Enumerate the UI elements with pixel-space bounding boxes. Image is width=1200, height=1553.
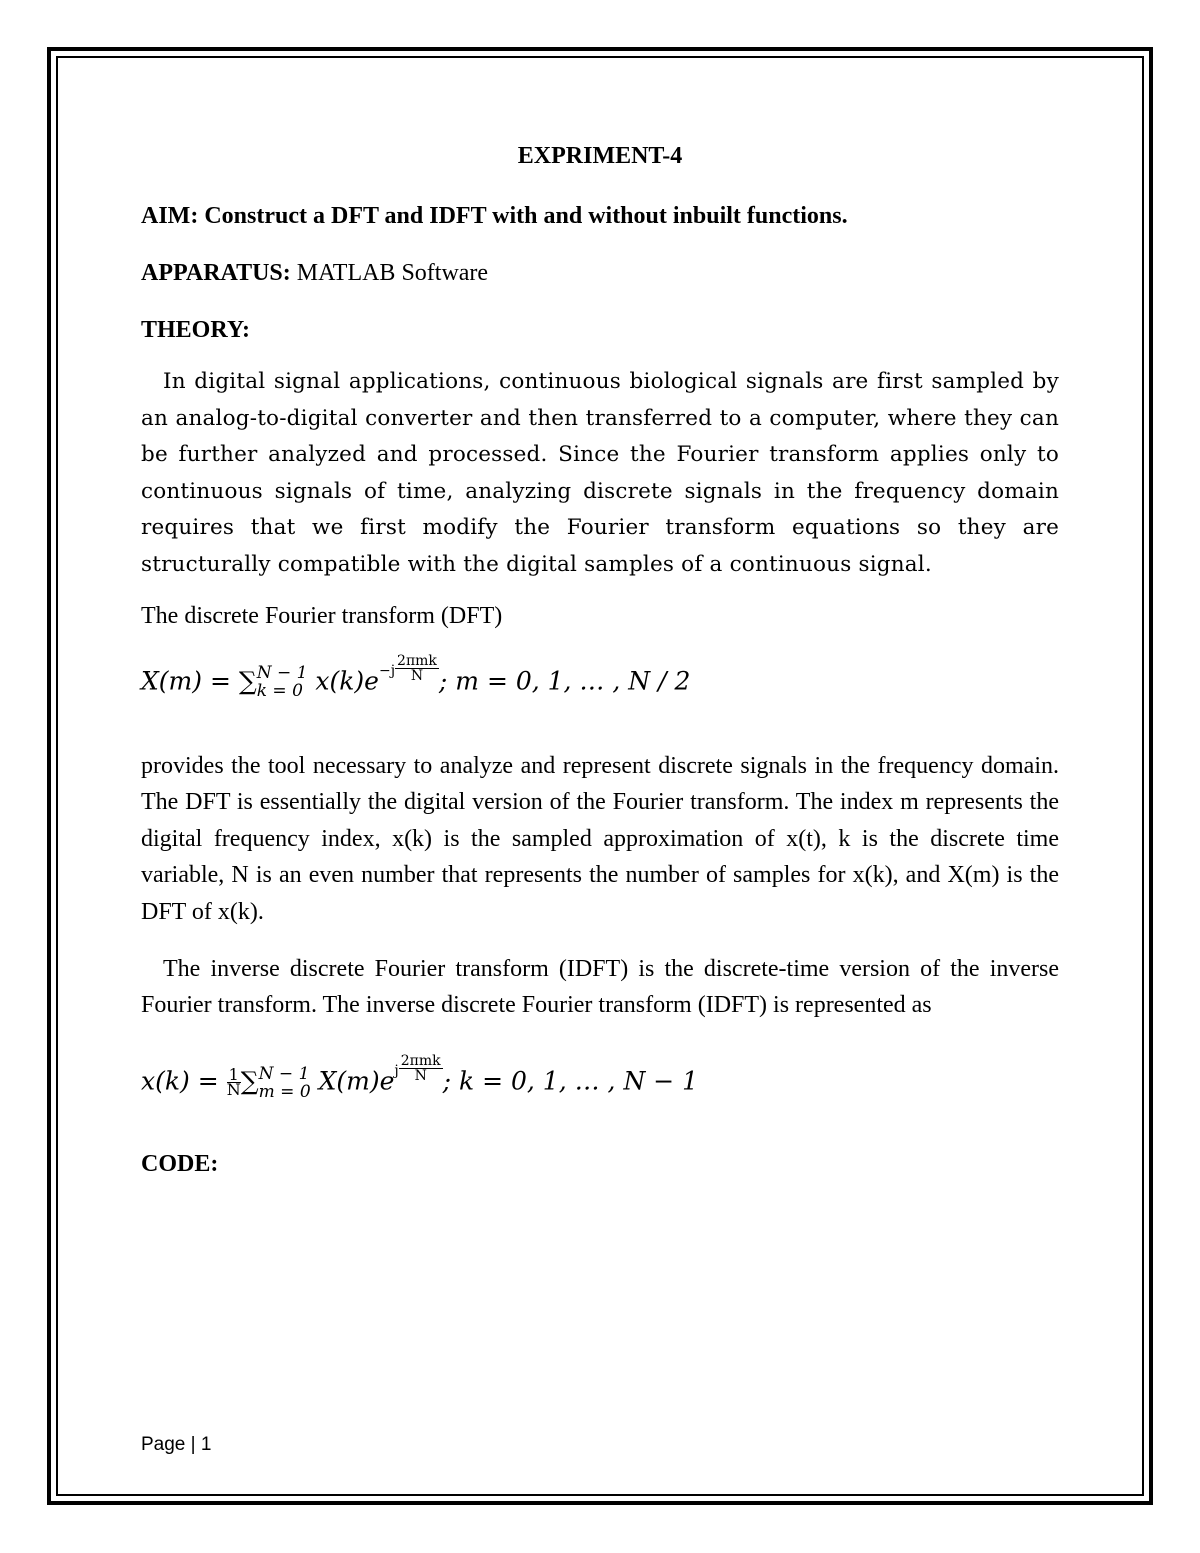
idft-lower-limit: m = 0 — [258, 1081, 311, 1102]
dft-rhs: ; m = 0, 1, … , N / 2 — [438, 665, 691, 695]
dft-lhs: X(m) = — [141, 665, 239, 695]
dft-equation — [141, 654, 1059, 714]
idft-equation — [141, 1054, 1059, 1114]
dft-exp-denominator: N — [410, 667, 424, 684]
dft-intro: The discrete Fourier transform (DFT) — [141, 602, 503, 629]
theory-paragraph: In digital signal applications, continuous biological signals are first sampled by an analog-to-digital converter and then transferred to a computer, where they can be further analyzed and processed. Since the Fourier transform applies only to continuous signals of time, analyzing discrete signals in the frequency domain requires that we first modify the Fourier transform equations so they are structurally compatible with the digital samples of a continuous signal. — [141, 369, 1059, 577]
idft-paragraph: The inverse discrete Fourier transform (IDFT) is the discrete-time version of the inverse Fourier transform. The inverse discrete Fourier transform (IDFT) is represented as — [141, 955, 1059, 1019]
dft-paragraph: provides the tool necessary to analyze and represent discrete signals in the frequency domain. The DFT is essentially the digital version of the Fourier transform. The index m represents the digital frequency index, x(k) is the sampled approximation of x(t), k is the discrete time variable, N is an even number that represents the number of samples for x(k), and X(m) is the DFT of x(k). — [141, 752, 1059, 925]
idft-term: X(m)e — [310, 1066, 395, 1096]
idft-exp-denominator: N — [414, 1067, 427, 1084]
idft-rhs: ; k = 0, 1, … , N − 1 — [442, 1066, 699, 1096]
apparatus-text: MATLAB Software — [290, 260, 489, 286]
idft-limits — [259, 1065, 311, 1101]
dft-exp-numerator: 2πmk — [397, 652, 437, 669]
idft-sum-symbol: ∑ — [240, 1066, 259, 1096]
page-footer: Page | 1 — [141, 1434, 212, 1455]
dft-lower-limit: k = 0 — [256, 681, 303, 702]
idft-lhs: x(k) = — [141, 1066, 227, 1096]
apparatus-label: APPARATUS: — [141, 260, 291, 286]
theory-heading: THEORY: — [141, 317, 250, 343]
dft-term: x(k)e — [307, 665, 379, 695]
dft-sum-symbol: ∑ — [238, 665, 257, 695]
aim-line — [141, 200, 1059, 232]
experiment-title: EXPRIMENT-4 — [517, 143, 683, 169]
dft-upper-limit: N − 1 — [256, 663, 308, 684]
code-heading: CODE: — [141, 1150, 219, 1177]
dft-exp-fraction — [395, 654, 439, 683]
idft-coefficient — [226, 1065, 241, 1100]
apparatus-line — [141, 257, 1059, 289]
idft-upper-limit: N − 1 — [258, 1063, 310, 1084]
idft-exp-numerator: 2πmk — [400, 1052, 441, 1069]
idft-exp-prefix: j — [394, 1063, 399, 1080]
aim-label: AIM: — [141, 203, 199, 229]
aim-text: Construct a DFT and IDFT with and without inbuilt functions. — [198, 203, 848, 229]
idft-exp-fraction — [399, 1054, 443, 1083]
idft-coef-denominator: N — [226, 1080, 241, 1100]
idft-coef-numerator: 1 — [228, 1065, 239, 1085]
dft-exp-prefix: −j — [378, 662, 396, 679]
document-body — [141, 140, 1059, 1205]
dft-limits — [257, 664, 308, 700]
